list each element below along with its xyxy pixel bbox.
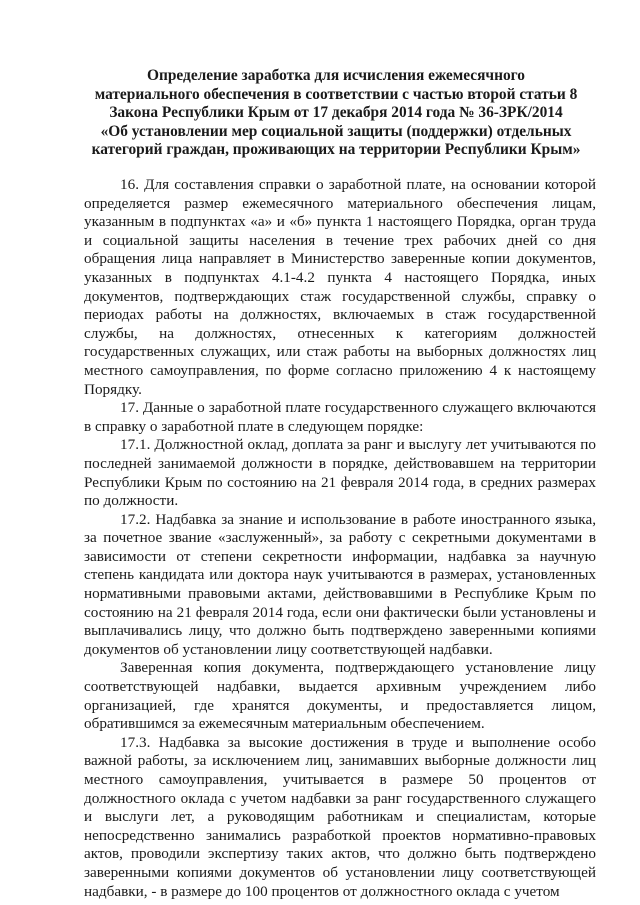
heading-line: «Об установлении мер социальной защиты (поддержки) отдельных	[100, 122, 572, 140]
paragraph-17-3: 17.3. Надбавка за высокие достижения в труде и выполнение особо важной работы, за исключением лиц, занимавших выборные должности лиц местного самоуправления, учитывается в размере 50 процентов от должностного оклада с учетом надбавки за ранг государственного служащего и выслуги лет, а руководящим работникам и специалистам, которые непосредственно занимались разработкой проектов нормативно-правовых актов, проводили экспертизу таких актов, что должно быть подтверждено заверенными копиями документов об установлении лицу соответствующей надбавки, - в размере до 100 процентов от должностного оклада с учетом	[84, 733, 596, 900]
heading-line: Определение заработка для исчисления ежемесячного	[147, 67, 525, 84]
document-body	[84, 176, 596, 901]
heading-line: Закона Республики Крым от 17 декабря 2014 года № 36-ЗРК/2014	[109, 104, 563, 121]
heading-line: категорий граждан, проживающих на территории Республики Крым»	[91, 141, 581, 158]
heading-line: материального обеспечения в соответствии с частью второй статьи 8	[94, 85, 578, 103]
paragraph-17-1: 17.1. Должностной оклад, доплата за ранг и выслугу лет учитываются по последней занимаемой должности в порядке, действовавшем на территории Республики Крым по состоянию на 21 февраля 2014 года, в средних размерах по должности.	[84, 436, 596, 510]
document-heading	[80, 67, 592, 160]
paragraph-16: 16. Для составления справки о заработной плате, на основании которой определяется размер ежемесячного материального обеспечения лицам, указанным в подпунктах «а» и «б» пункта 1 настоящего Порядка, орган труда и социальной защиты населения в течение трех рабочих дней со дня обращения лица направляет в Министерство заверенные копии документов, указанных в подпунктах 4.1-4.2 пункта 4 настоящего Порядка, иных документов, подтверждающих стаж государственной службы, справку о периодах работы на должностях, включаемых в стаж государственной службы, на должностях, отнесенных к категориям должностей государственных служащих, или стаж работы на выборных должностях лиц местного самоуправления, по форме согласно приложению 4 к настоящему Порядку.	[84, 176, 596, 398]
paragraph-17-2-note: Заверенная копия документа, подтверждающего установление лицу соответствующей надбавки, выдается архивным учреждением либо организацией, где хранятся документы, и предоставляется лицом, обратившимся за ежемесячным материальным обеспечением.	[84, 659, 596, 733]
paragraph-17: 17. Данные о заработной плате государственного служащего включаются в справку о заработной плате в следующем порядке:	[84, 399, 596, 435]
paragraph-17-2: 17.2. Надбавка за знание и использование в работе иностранного языка, за почетное звание «заслуженный», за работу с секретными документами в зависимости от степени секретности информации, надбавка за научную степень кандидата или доктора наук учитываются в размерах, установленных нормативными правовыми актами, действовавшими в Республике Крым по состоянию на 21 февраля 2014 года, если они фактически были установлены и выплачивались лицу, что должно быть подтверждено заверенными копиями документов об установлении лицу соответствующей надбавки.	[84, 510, 596, 658]
